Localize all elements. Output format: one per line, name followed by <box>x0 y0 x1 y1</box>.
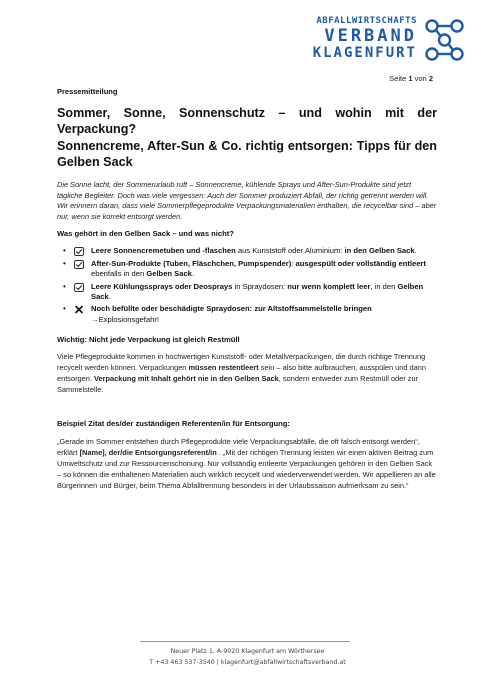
cross-icon <box>74 305 84 314</box>
headline: Sommer, Sonne, Sonnenschutz – und wohin mit der Verpackung? <box>57 106 437 136</box>
item-text: . <box>191 269 195 279</box>
list-item <box>63 281 437 303</box>
bullet-icon: • <box>63 304 66 314</box>
para-strong: müssen restentleert <box>188 363 259 373</box>
subheadline: Sonnencreme, After-Sun & Co. richtig entsorgen: Tipps für den Gelben Sack <box>57 139 437 169</box>
item-strong: in den Gelben Sack <box>344 246 415 256</box>
section-heading-quote: Beispiel Zitat des/der zuständigen Referenten/in für Entsorgung: <box>57 419 290 429</box>
intro-paragraph: Die Sonne lacht, der Sommerurlaub ruft – Sonnencreme, kühlende Sprays und After-Sun-Produkte sind jetzt tägliche Begleiter. Doch was viele vergessen: Auch der Sommer produziert Abfall, der richtig getrennt werden will. Wir erinnern daran, dass viele Sommerpflegeprodukte Verpackungsmaterialien enthalten, die recycelbar sind – aber nur, wenn sie korrekt entsorgt werden. <box>57 180 437 221</box>
section-heading-not-residual: Wichtig: Nicht jede Verpackung ist gleich Restmüll <box>57 335 240 345</box>
para-text: sein – also bitte aufbrauchen, ausspülen und dann entsorgen. <box>57 363 426 383</box>
item-strong: Gelben Sack <box>146 269 192 279</box>
item-strong: Leere Sonnencremetuben und -flaschen <box>91 246 236 256</box>
quote-paragraph <box>57 437 437 491</box>
disposal-list <box>57 246 437 325</box>
checkbox-icon <box>74 283 84 292</box>
page-number-prefix: Seite <box>389 74 407 83</box>
logo-line-1: ABFALLWIRTSCHAFTS <box>316 16 417 26</box>
org-logo <box>277 16 467 64</box>
footer-address: Neuer Platz 1, A-9020 Klagenfurt am Wörthersee <box>170 648 325 655</box>
item-strong: Noch befüllte oder beschädigte Spraydosen <box>91 304 250 314</box>
item-text: →Explosionsgefahr! <box>91 314 159 324</box>
item-strong: : <box>249 304 255 314</box>
list-item <box>63 246 437 256</box>
page-number-sep: von <box>414 74 427 83</box>
checkbox-icon <box>74 247 84 256</box>
footer-divider <box>140 641 350 642</box>
quote-text: . „Mit der richtigen Trennung leisten wir einen aktiven Beitrag zum Umweltschutz und zur Ressourcenschonung. Nur vollständig entleerte Verpackungen gehören in den Gelben Sack – so können die enthaltenen Materialien auch wirklich recycelt und wiederverwendet werden. Wir appellieren an alle Bürgerinnen und Bürger, beim Thema Abfalltrennung besonders in der Urlaubssaison aufmerksam zu sein.“ <box>57 448 436 490</box>
item-text: . <box>108 292 111 301</box>
item-text: : <box>291 258 296 268</box>
item-text: aus Kunststoff oder Aluminium: <box>235 246 345 256</box>
item-text: , in den <box>370 281 398 291</box>
item-text: . <box>414 246 417 256</box>
item-strong: nur wenn komplett leer <box>287 281 371 291</box>
bullet-icon: • <box>63 258 66 268</box>
logo-line-2: VERBAND <box>324 26 417 46</box>
item-strong: After-Sun-Produkte (Tuben, Fläschchen, Pumpspender) <box>91 258 292 268</box>
body-paragraph <box>57 352 437 395</box>
checkbox-icon <box>74 260 84 269</box>
item-strong: zur Altstoffsammelstelle bringen <box>254 304 372 314</box>
item-text: ebenfalls in den <box>91 269 147 279</box>
para-strong: Verpackung mit Inhalt gehört nie in den Gelben Sack <box>93 373 279 383</box>
bullet-icon: • <box>63 281 66 291</box>
list-item <box>63 304 437 325</box>
item-strong: Gelben Sack <box>91 281 424 301</box>
logo-line-3: KLAGENFURT <box>312 45 417 61</box>
bullet-icon: • <box>63 246 66 256</box>
page-number <box>389 74 433 83</box>
page-number-total: 2 <box>428 74 433 83</box>
section-heading-yellow-bag: Was gehört in den Gelben Sack – und was nicht? <box>57 229 234 239</box>
quote-strong: [Name], der/die Entsorgungsreferent/in <box>79 448 217 458</box>
document-label: Pressemitteilung <box>57 87 118 96</box>
para-text: , sondern entweder zum Restmüll oder zur Sammelstelle. <box>57 373 419 394</box>
item-strong: ausgespült oder vollständig entleert <box>295 258 426 268</box>
logo-symbol-icon <box>423 18 467 62</box>
footer-contact: T +43 463 537-3540 | klagenfurt@abfallwirtschaftsverband.at <box>149 659 346 666</box>
list-item <box>63 258 437 280</box>
quote-text: „Gerade im Sommer entstehen durch Pflegeprodukte viele Verpackungsabfälle, die oft falsch entsorgt werden“, erklärt <box>57 437 420 458</box>
logo-wordmark <box>277 16 417 61</box>
press-release-body <box>57 87 437 491</box>
item-text: in Spraydosen: <box>232 281 288 291</box>
page-number-current: 1 <box>408 74 413 83</box>
item-strong: Leere Kühlungssprays oder Deosprays <box>91 281 233 291</box>
para-text: Viele Pflegeprodukte kommen in hochwertigen Kunststoff- oder Metallverpackungen, die durch richtige Trennung recycelt werden können. Verpackungen <box>57 352 426 373</box>
